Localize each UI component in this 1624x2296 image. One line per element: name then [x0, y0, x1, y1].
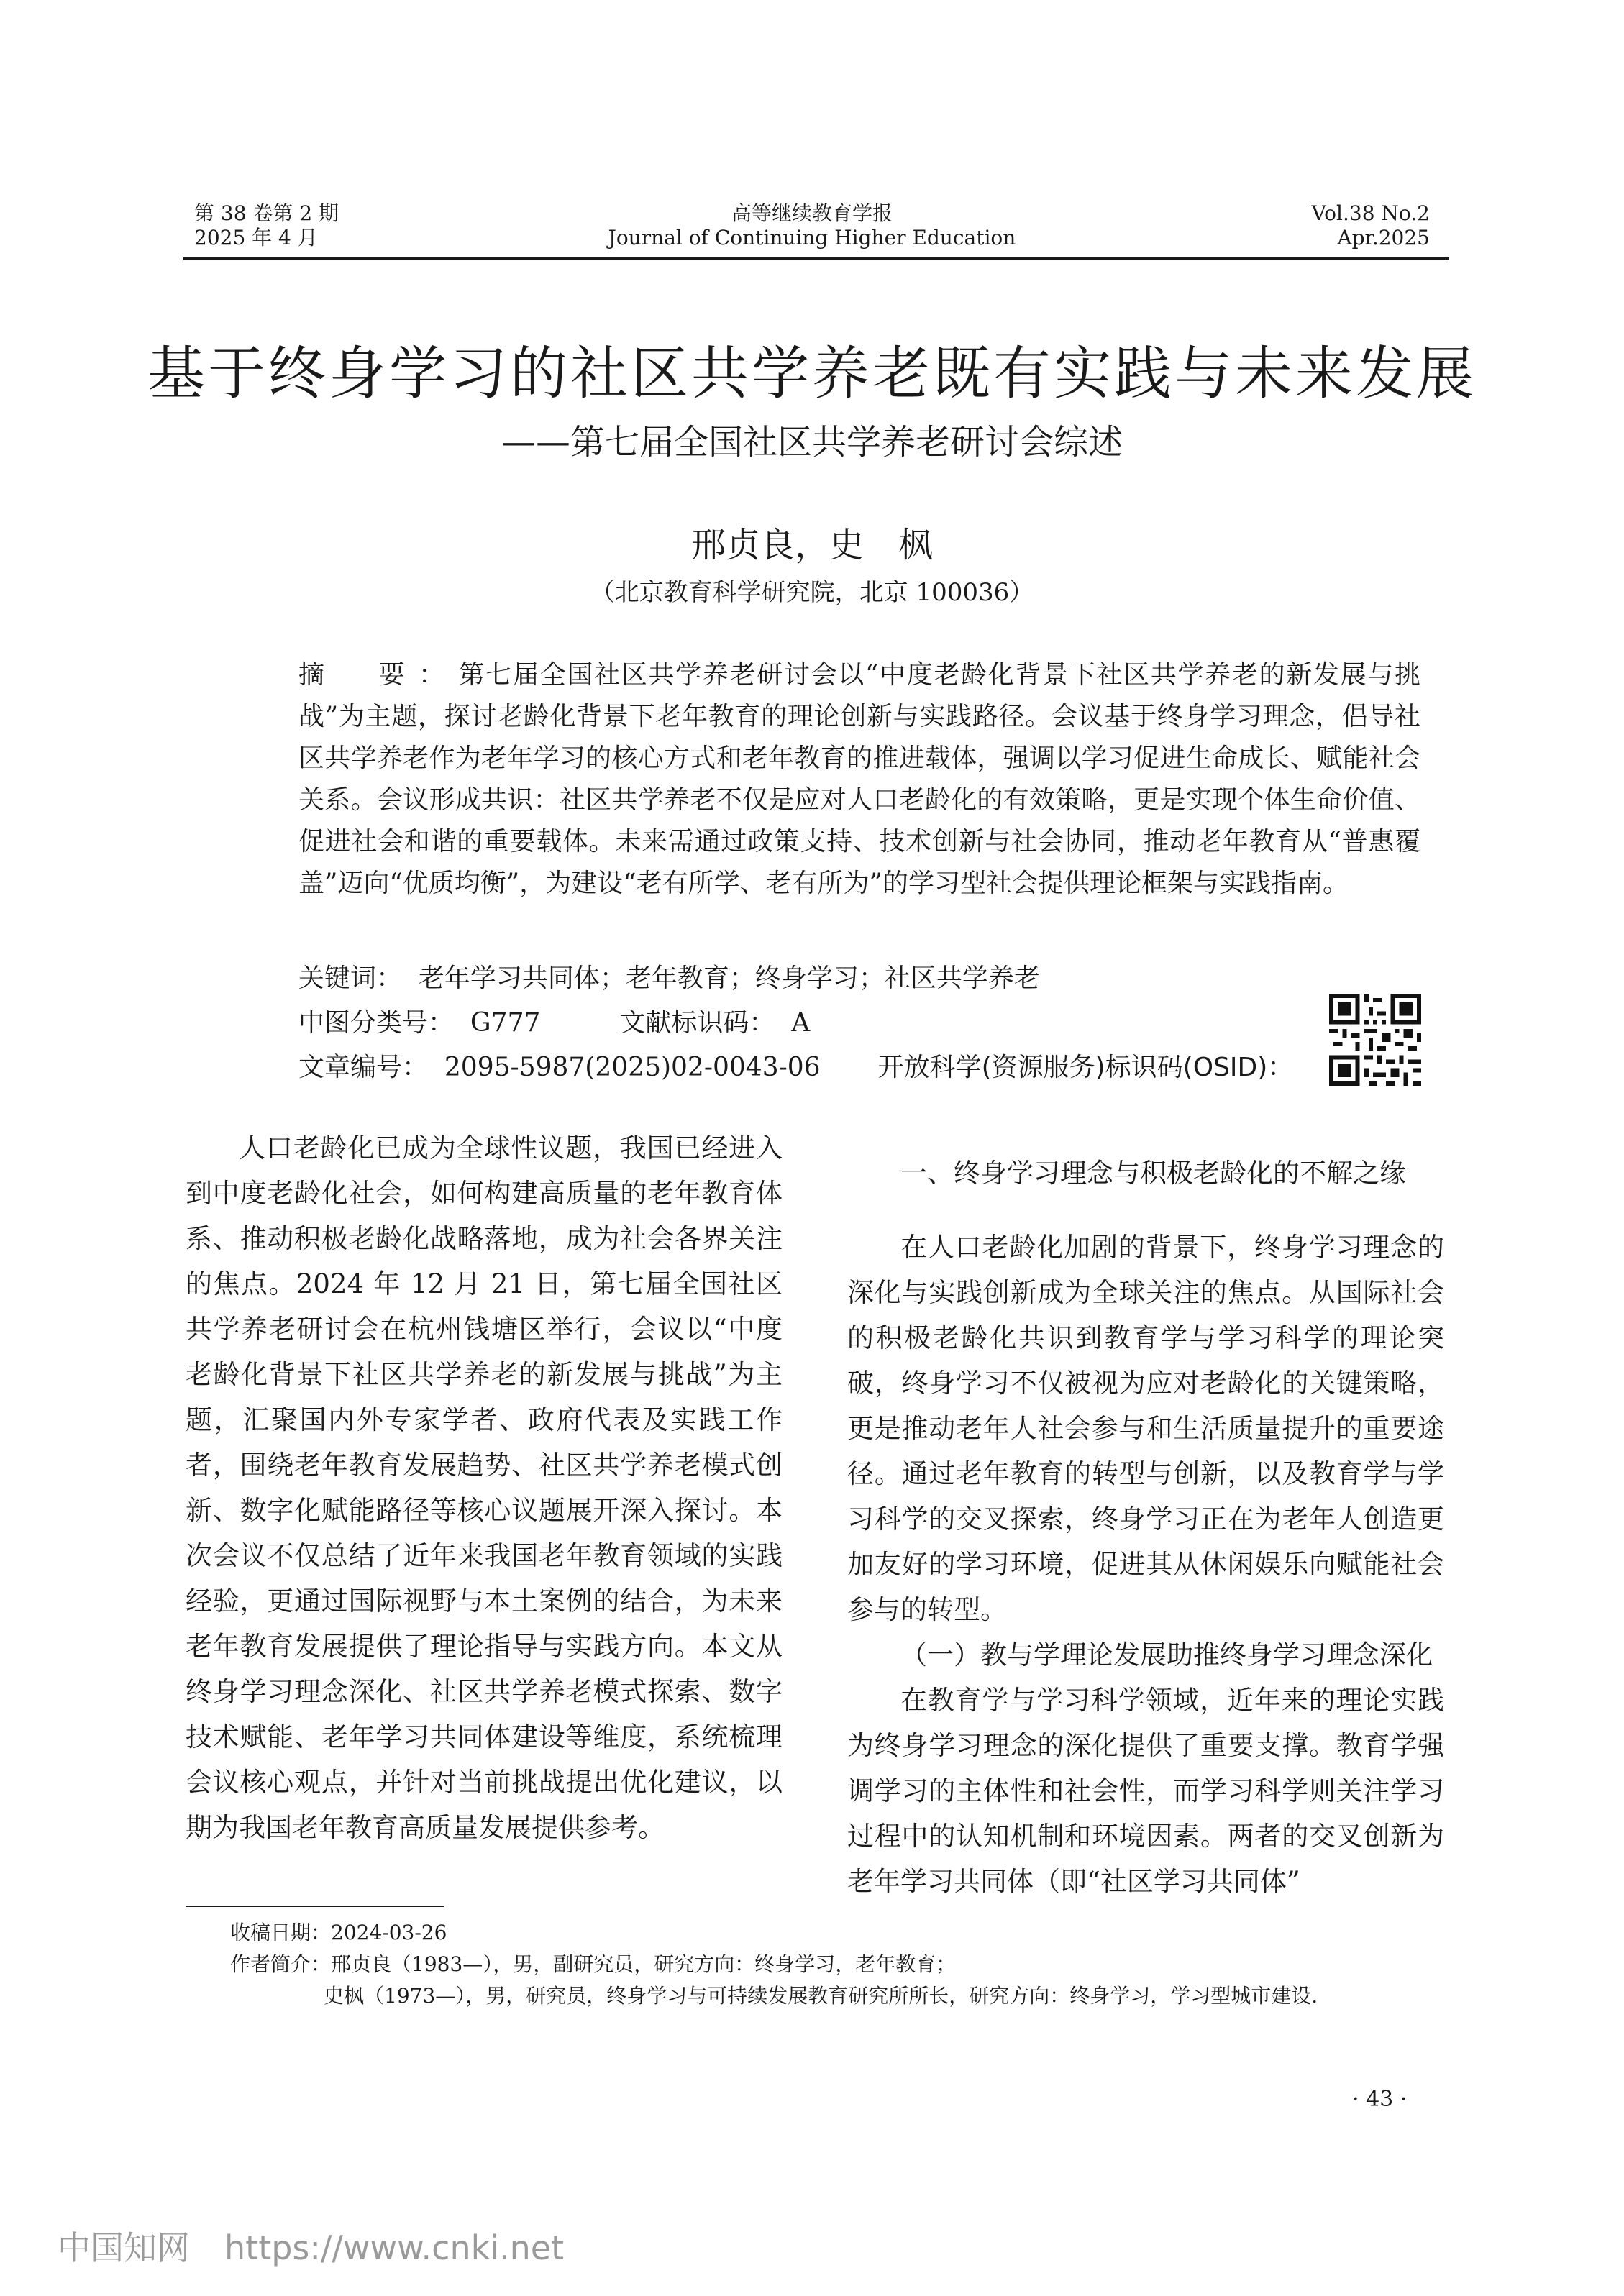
article-authors: 邢贞良，史 枫	[690, 525, 933, 565]
issue-date-en-text: Apr.2025	[1337, 226, 1430, 250]
author-bio-1: 作者简介：邢贞良（1983—），男，副研究员，研究方向：终身学习，老年教育；	[230, 1952, 957, 1976]
issue-date-text: 2025 年 4 月	[194, 226, 318, 250]
author-affiliation: （北京教育科学研究院，北京 100036）	[590, 578, 1034, 607]
footnote-divider	[186, 1906, 444, 1907]
osid-label: 开放科学(资源服务)标识码(OSID)：	[877, 1053, 1294, 1082]
classification-row	[298, 1005, 810, 1041]
article-subtitle: ——第七届全国社区共学养老研讨会综述	[501, 422, 1123, 462]
intro-paragraph: 人口老龄化已成为全球性议题，我国已经进入到中度老龄化社会，如何构建高质量的老年教育体系、推动积极老龄化战略落地，成为社会各界关注的焦点。2024 年 12 月 21 日，第七届全国社区共学养老研讨会在杭州钱塘区举行，会议以“中度老龄化背景下社区共学养老的新发展与挑战”为主题，汇聚国内外专家学者、政府代表及实践工作者，围绕老年教育发展趋势、社区共学养老模式创新、数字化赋能路径等核心议题展开深入探讨。本次会议不仅总结了近年来我国老年教育领域的实践经验，更通过国际视野与本土案例的结合，为未来老年教育发展提供了理论指导与实践方向。本文从终身学习理念深化、社区共学养老模式探索、数字技术赋能、老年学习共同体建设等维度，系统梳理会议核心观点，并针对当前挑战提出优化建议，以期为我国老年教育高质量发展提供参考。	[186, 1133, 783, 1843]
watermark-url[interactable]: https://www.cnki.net	[224, 2228, 565, 2267]
doc-code-value: A	[791, 1008, 811, 1038]
abstract	[298, 654, 1420, 905]
article-id-row	[298, 1050, 1293, 1086]
received-date: 收稿日期：2024-03-26	[230, 1921, 447, 1944]
section-1-paragraph: 在人口老龄化加剧的背景下，终身学习理念的深化与实践创新成为全球关注的焦点。从国际社会的积极老龄化共识到教育学与学习科学的理论突破，终身学习不仅被视为应对老龄化的关键策略，更是推动老年人社会参与和生活质量提升的重要途径。通过老年教育的转型与创新，以及教育学与学习科学的交叉探索，终身学习正在为老年人创造更加友好的学习环境，促进其从休闲娱乐向赋能社会参与的转型。	[847, 1232, 1444, 1625]
body-right-column	[847, 1151, 1444, 1904]
clc-value: G777	[470, 1008, 541, 1038]
journal-volume-issue-en	[1312, 201, 1430, 250]
journal-name-en: Journal of Continuing Higher Education	[608, 226, 1016, 250]
cnki-watermark	[58, 2222, 564, 2269]
keywords-label: 关键词：	[298, 964, 403, 993]
page-number: · 43 ·	[1352, 2087, 1408, 2112]
article-no-label: 文章编号：	[298, 1053, 429, 1082]
body-left-column	[186, 1125, 783, 1850]
author-bio-2: 史枫（1973—），男，研究员，终身学习与可持续发展教育研究所所长，研究方向：终身学习，学习型城市建设.	[324, 1984, 1318, 2008]
journal-name-cn: 高等继续教育学报	[731, 201, 893, 225]
doc-code-label: 文献标识码：	[619, 1008, 775, 1038]
keywords-text: 老年学习共同体；老年教育；终身学习；社区共学养老	[418, 964, 1040, 993]
section-1-heading: 一、终身学习理念与积极老龄化的不解之缘	[900, 1158, 1406, 1189]
subsection-1-paragraph: 在教育学与学习科学领域，近年来的理论实践为终身学习理念的深化提供了重要支撑。教育学强调学习的主体性和社会性，而学习科学则关注学习过程中的认知机制和环境因素。两者的交叉创新为老年学习共同体（即“社区学习共同体”	[847, 1685, 1444, 1897]
clc-label: 中图分类号：	[298, 1008, 455, 1038]
abstract-text: 第七届全国社区共学养老研讨会以“中度老龄化背景下社区共学养老的新发展与挑战”为主题，探讨老龄化背景下老年教育的理论创新与实践路径。会议基于终身学习理念，倡导社区共学养老作为老年学习的核心方式和老年教育的推进载体，强调以学习促进生命成长、赋能社会关系。会议形成共识：社区共学养老不仅是应对人口老龄化的有效策略，更是实现个体生命价值、促进社会和谐的重要载体。未来需通过政策支持、技术创新与社会协同，推动老年教育从“普惠覆盖”迈向“优质均衡”，为建设“老有所学、老有所为”的学习型社会提供理论框架与实践指南。	[298, 660, 1420, 898]
header-divider	[183, 257, 1449, 260]
article-no-value: 2095-5987(2025)02-0043-06	[444, 1053, 821, 1082]
watermark-brand: 中国知网	[58, 2228, 190, 2267]
volume-issue-text: 第 38 卷第 2 期	[194, 201, 339, 225]
abstract-label: 摘 要：	[298, 660, 459, 690]
osid-qr-code-icon[interactable]	[1329, 994, 1421, 1086]
keywords-row	[298, 961, 1040, 997]
subsection-1-heading: （一）教与学理论发展助推终身学习理念深化	[900, 1639, 1433, 1670]
volume-issue-en-text: Vol.38 No.2	[1311, 201, 1430, 225]
article-title: 基于终身学习的社区共学养老既有实践与未来发展	[147, 340, 1477, 407]
